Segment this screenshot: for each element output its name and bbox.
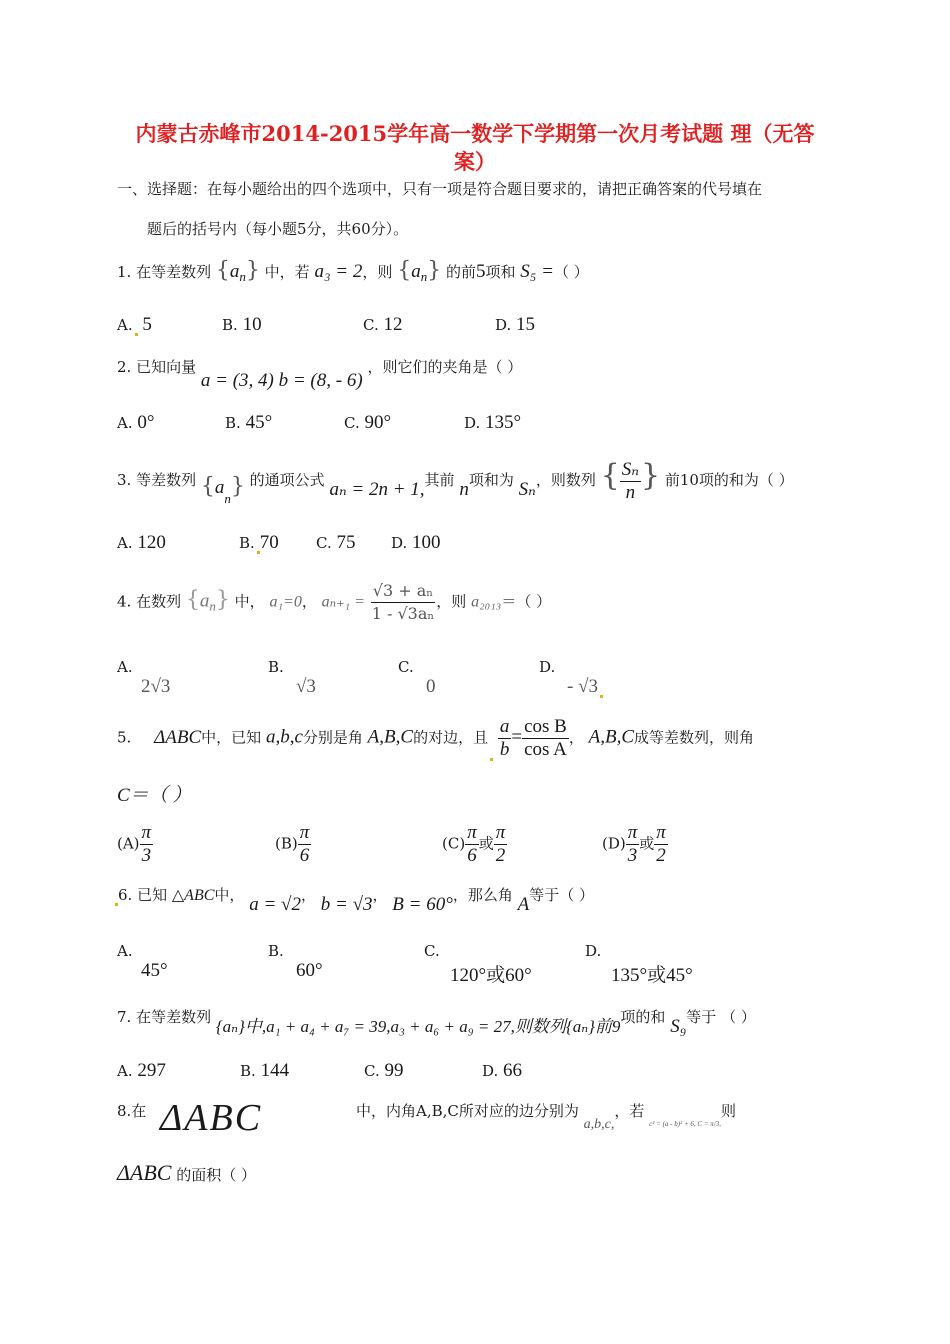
- q8-big-triangle: ΔABC: [160, 1097, 263, 1139]
- q3-option-b-label: B.: [239, 534, 255, 552]
- q4-lhs: aₙ₊₁ =: [321, 593, 365, 611]
- q5-option-d-den-1: 3: [627, 845, 638, 866]
- q6-B: B = 60°: [392, 894, 453, 915]
- q7-option-d-label: D.: [482, 1062, 499, 1080]
- q8-condition: c² = (a - b)² + 6, C = π/3,: [649, 1120, 722, 1128]
- q7-option-b: [240, 1060, 289, 1082]
- q6-option-d-label: D.: [585, 942, 602, 960]
- q1-stem-0: 1. 在等差数列: [117, 263, 212, 281]
- q2-option-d-value: 135°: [485, 412, 522, 433]
- q6-option-b: [268, 942, 323, 982]
- q8-stem-0: 8.在: [117, 1102, 147, 1120]
- q1-stem-3: 的前: [445, 263, 476, 281]
- q3-option-d-label: D.: [391, 534, 408, 552]
- q4-target: a₂₀₁₃: [471, 593, 502, 611]
- q4-stem-0: 4. 在数列: [117, 592, 182, 611]
- q3-option-b-value: 70: [259, 532, 279, 553]
- q6-stem-4: ，那么角: [452, 886, 513, 904]
- q3-option-a-value: 120: [137, 532, 166, 553]
- question-5: [117, 716, 754, 761]
- q7-stem-2: 等于 （ ）: [686, 1008, 756, 1026]
- q3-option-a: [117, 532, 166, 554]
- q5-option-b-num: π: [299, 822, 310, 843]
- q5-ratio-num: a: [499, 716, 510, 737]
- q4-stem-3: ，则: [436, 592, 467, 611]
- q5-option-c-num-1: π: [467, 822, 477, 843]
- q1-stem-2: ，则: [362, 263, 393, 281]
- q5-sides: a,b,c: [265, 726, 303, 748]
- q4-stem-4: ＝（ ）: [501, 592, 552, 611]
- q5-line-2: C＝（ ）: [117, 785, 192, 806]
- q5-option-a-frac: [140, 822, 154, 867]
- page-title: [0, 120, 950, 176]
- q2-option-d: [464, 412, 521, 434]
- q4-a1: a₁=0: [269, 593, 302, 611]
- q5-option-c-frac-2: [494, 822, 508, 867]
- q5-option-c-den-1: 6: [467, 845, 477, 866]
- q3-stem-5: 前10项的和为（ ）: [664, 471, 794, 489]
- q6-option-c-label: C.: [424, 942, 440, 960]
- q8-stem-1: 中，内角A,B,C所对应的边分别为: [356, 1102, 579, 1120]
- q1-brace-left-2: {: [397, 258, 412, 283]
- q5-option-b-label: (B): [275, 834, 298, 853]
- q3-brace-left: {: [200, 474, 215, 499]
- q6-option-a-value: 45°: [141, 960, 168, 981]
- q6-b: b = √3: [320, 894, 373, 915]
- q1-stem-4: 项和: [485, 263, 516, 281]
- q2-vectors: a = (3, 4) b = (8, - 6): [200, 370, 363, 391]
- q3-stem-0: 3. 等差数列: [117, 471, 197, 489]
- q6-A: A: [517, 894, 530, 915]
- q4-frac-num: √3 + aₙ: [371, 580, 435, 603]
- q5-stem-2: 分别是角: [302, 728, 363, 747]
- q5-option-b: [275, 822, 311, 867]
- q3-frac-brace-right: }: [640, 458, 661, 493]
- q3-frac-brace-left: {: [600, 458, 620, 493]
- q1-condition: a₃ = 2: [314, 261, 363, 282]
- q3-stem-2: 其前: [424, 471, 455, 489]
- title-line-2: 案）: [454, 149, 496, 174]
- q5-triangle: ΔABC: [154, 726, 202, 748]
- q6-a: a = √2: [249, 894, 301, 915]
- q5-stem-3: 的对边，且: [413, 728, 489, 747]
- q4-option-b: [268, 658, 316, 698]
- q1-option-a: [117, 314, 152, 336]
- q2-option-b-label: B.: [225, 414, 241, 432]
- q2-option-a: [117, 412, 155, 434]
- q6-option-d-value: 135°或45°: [611, 965, 693, 986]
- q6-triangle: △ABC: [171, 887, 215, 904]
- q3-frac-num: Sₙ: [621, 458, 639, 480]
- artifact-dot: [600, 695, 603, 698]
- q8-stem-2: ，若: [614, 1102, 645, 1120]
- q3-sub-n: n: [224, 491, 231, 506]
- q5-angles-2: A,B,C: [588, 726, 635, 748]
- q4-fraction: [370, 580, 437, 625]
- q5-option-c-frac-1: [465, 822, 479, 867]
- q8-line2-triangle: ΔABC: [117, 1160, 172, 1185]
- q7-stem-1: 项的和: [620, 1008, 666, 1026]
- q4-option-b-value: √3: [296, 676, 316, 697]
- q7-option-b-value: 144: [260, 1060, 290, 1081]
- q5-stem-1: 中，已知: [201, 728, 262, 747]
- q3-option-d-value: 100: [412, 532, 441, 553]
- q6-stem-2: ，: [300, 886, 316, 904]
- q4-brace-left: {: [185, 587, 200, 613]
- artifact-dot: [490, 758, 493, 761]
- q6-option-b-value: 60°: [296, 960, 323, 981]
- q2-stem-1: ，则它们的夹角是（ ）: [367, 358, 523, 376]
- q5-option-c: [442, 822, 507, 867]
- q4-sub-n: n: [209, 598, 216, 614]
- q5-option-a-den: 3: [141, 845, 152, 866]
- q1-five: 5: [475, 261, 486, 282]
- q1-option-a-label: A.: [117, 316, 133, 334]
- q7-option-c-label: C.: [364, 1062, 380, 1080]
- q5-ratio-den: b: [499, 739, 510, 760]
- q3-sn: Sₙ: [518, 479, 536, 500]
- q7-s9: S₉: [670, 1016, 687, 1037]
- q5-option-b-frac: [298, 822, 312, 867]
- q4-stem-2: ，: [301, 592, 317, 611]
- q5-stem-4: ，: [568, 728, 584, 747]
- q5-option-a-label: (A): [117, 834, 140, 853]
- q5-stem-5: 成等差数列，则角: [634, 728, 755, 747]
- q4-option-d: [539, 658, 603, 698]
- q5-option-d-num-1: π: [627, 822, 638, 843]
- q7-expression: {aₙ}中,a₁ + a₄ + a₇ = 39,a₃ + a₆ + a₉ = 27,则数列{aₙ}前9: [215, 1017, 621, 1036]
- q2-option-c: [344, 412, 391, 434]
- q1-sub-n: n: [239, 269, 246, 284]
- q1-stem-5: （ ）: [553, 263, 589, 281]
- q4-option-a: [117, 658, 170, 698]
- q7-option-a-value: 297: [137, 1060, 166, 1081]
- q5-option-d-num-2: π: [656, 822, 666, 843]
- q5-option-c-den-2: 2: [495, 845, 506, 866]
- q3-option-c-value: 75: [336, 532, 356, 553]
- q1-option-b: [222, 314, 262, 336]
- q4-option-c-label: C.: [398, 658, 414, 676]
- q6-stem-0: 6. 已知: [118, 886, 168, 904]
- q3-option-d: [391, 532, 441, 554]
- q5-option-d-label: (D): [602, 834, 626, 853]
- q3-seq: a: [214, 477, 225, 498]
- q3-formula: aₙ = 2n + 1,: [329, 479, 425, 500]
- q3-frac-den: n: [625, 481, 636, 503]
- artifact-dot: [135, 333, 138, 336]
- q5-option-c-num-2: π: [495, 822, 506, 843]
- q1-option-c-label: C.: [363, 316, 379, 334]
- q8-line2-text: 的面积（ ）: [176, 1166, 257, 1184]
- q1-sub-n-2: n: [420, 269, 428, 284]
- q7-option-a: [117, 1060, 166, 1082]
- q6-stem-1: 中，: [214, 886, 245, 904]
- q6-option-c-value: 120°或60°: [450, 965, 532, 986]
- question-2: [117, 356, 523, 391]
- q4-brace-right: }: [215, 587, 230, 613]
- q5-cos-den: cos A: [524, 739, 567, 760]
- q4-option-c-value: 0: [426, 676, 436, 697]
- q7-option-c: [364, 1060, 404, 1082]
- q6-option-a-label: A.: [117, 942, 133, 960]
- q2-option-a-value: 0°: [137, 412, 155, 433]
- title-line-1: 内蒙古赤峰市2014-2015学年高一数学下学期第一次月考试题 理（无答: [135, 121, 815, 146]
- q1-brace-left: {: [215, 258, 230, 283]
- q1-brace-right: }: [245, 258, 260, 283]
- q8-line-2: [117, 1160, 256, 1186]
- question-6: [113, 884, 595, 915]
- q8-sides: a,b,c,: [583, 1117, 615, 1132]
- q1-sum: S₅ =: [520, 261, 554, 282]
- q5-equals: =: [511, 726, 523, 748]
- q5-option-a: [117, 822, 153, 867]
- q5-cos-ratio: [522, 716, 569, 761]
- q3-option-b: [239, 532, 279, 554]
- q6-option-b-label: B.: [268, 942, 284, 960]
- q5-option-d: [602, 822, 668, 867]
- q5-option-d-frac-1: [626, 822, 640, 867]
- q6-option-a: [117, 942, 168, 982]
- q5-option-c-label: (C): [442, 834, 466, 853]
- q5-option-d-frac-2: [654, 822, 668, 867]
- q4-seq: a: [199, 590, 210, 612]
- q3-stem-3: 项和为: [468, 471, 514, 489]
- q1-option-a-value: 5: [142, 314, 152, 335]
- q3-n: n: [459, 479, 469, 500]
- q5-stem-0: 5.: [117, 728, 132, 747]
- q7-option-c-value: 99: [384, 1060, 404, 1081]
- q5-cos-num: cos B: [524, 716, 567, 737]
- q5-option-a-num: π: [141, 822, 152, 843]
- q2-option-c-value: 90°: [364, 412, 392, 433]
- q1-option-b-label: B.: [222, 316, 238, 334]
- q7-stem-0: 7. 在等差数列: [117, 1008, 212, 1026]
- q2-stem-0: 2. 已知向量: [117, 358, 197, 376]
- q8-stem-3: 则: [721, 1102, 737, 1120]
- q7-option-b-label: B.: [240, 1062, 256, 1080]
- question-4: [117, 580, 551, 625]
- q1-stem-1: 中，若: [264, 263, 310, 281]
- q5-option-c-or: 或: [478, 834, 494, 853]
- q1-brace-right-2: }: [427, 258, 442, 283]
- question-3: [117, 458, 794, 504]
- q3-option-a-label: A.: [117, 534, 133, 552]
- q5-angles: A,B,C: [367, 726, 414, 748]
- q1-option-d-label: D.: [495, 316, 512, 334]
- q4-option-d-value: - √3: [567, 676, 599, 697]
- question-1: [117, 258, 589, 285]
- q4-option-d-label: D.: [539, 658, 556, 676]
- q4-option-b-label: B.: [268, 658, 284, 676]
- q7-option-d-value: 66: [503, 1060, 523, 1081]
- q4-stem-1: 中，: [234, 592, 265, 611]
- q3-stem-4: ，则数列: [535, 471, 596, 489]
- q1-option-d-value: 15: [516, 314, 536, 335]
- q4-option-c: [398, 658, 436, 698]
- q2-option-a-label: A.: [117, 414, 133, 432]
- q6-option-c: [424, 942, 532, 987]
- q2-option-c-label: C.: [344, 414, 360, 432]
- q5-option-d-den-2: 2: [656, 845, 666, 866]
- q5-option-d-or: 或: [639, 834, 655, 853]
- q1-option-d: [495, 314, 535, 336]
- q3-option-c-label: C.: [316, 534, 332, 552]
- q6-stem-5: 等于（ ）: [529, 886, 595, 904]
- q2-option-b: [225, 412, 272, 434]
- q3-stem-1: 的通项公式: [249, 471, 325, 489]
- q1-option-c: [363, 314, 403, 336]
- q4-option-a-value: 2√3: [141, 676, 171, 697]
- q2-option-d-label: D.: [464, 414, 481, 432]
- q5-ratio: [498, 716, 512, 761]
- q7-option-d: [482, 1060, 522, 1082]
- q3-brace-right: }: [230, 474, 245, 499]
- q4-frac-den: 1 - √3aₙ: [371, 604, 435, 623]
- q6-option-d: [585, 942, 693, 987]
- q5-option-b-den: 6: [299, 845, 310, 866]
- q6-stem-3: ，: [372, 886, 388, 904]
- section-instruction-line-2: 题后的括号内（每小题5分，共60分）。: [147, 220, 409, 238]
- section-instruction-line-1: 一、选择题：在每小题给出的四个选项中，只有一项是符合题目要求的，请把正确答案的代号填在: [117, 180, 763, 198]
- q1-seq: a: [229, 261, 240, 282]
- question-7: [117, 1002, 756, 1037]
- q1-option-b-value: 10: [242, 314, 262, 335]
- q2-option-b-value: 45°: [245, 412, 273, 433]
- q1-seq-2: a: [411, 261, 421, 282]
- q3-fraction: [620, 459, 641, 504]
- q1-option-c-value: 12: [383, 314, 403, 335]
- q3-option-c: [316, 532, 356, 554]
- q4-option-a-label: A.: [117, 658, 133, 676]
- q7-option-a-label: A.: [117, 1062, 133, 1080]
